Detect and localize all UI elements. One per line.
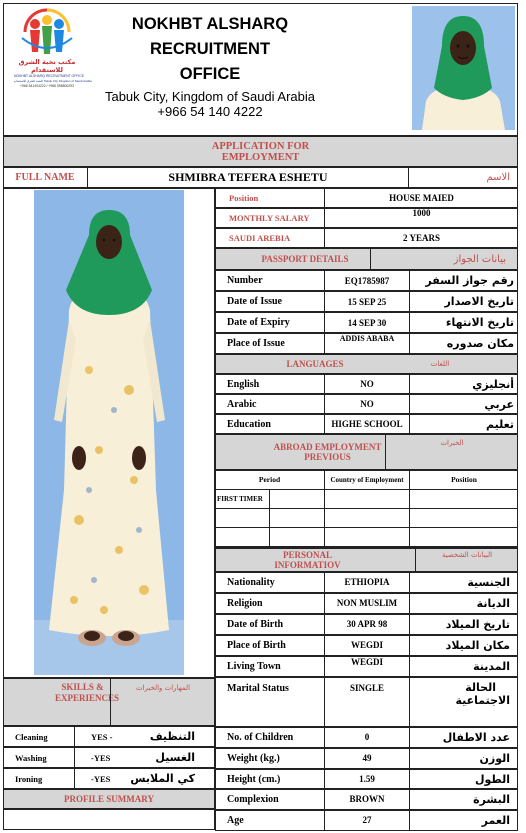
- personal-row-value: 1.59: [325, 769, 410, 789]
- salary-value: 1000: [412, 208, 431, 218]
- logo-english-name: NOKHBT ALSHARQ RECRUITMENT OFFICE: [14, 74, 84, 78]
- office-phone: +966 54 140 4222: [157, 104, 263, 119]
- personal-row-label-ar: الطول: [474, 772, 510, 786]
- marital-label-ar-line2: الاجتماعية: [455, 694, 510, 707]
- language-row-label: Arabic: [215, 394, 325, 414]
- personal-row-label: Complexion: [215, 789, 325, 810]
- contract-label: SAUDI AREBIA: [215, 228, 325, 248]
- language-row-label: English: [215, 374, 325, 394]
- passport-section-title: PASSPORT DETAILS: [261, 254, 349, 264]
- personal-row-value: NON MUSLIM: [325, 593, 410, 614]
- passport-row-label: Date of Expiry: [215, 312, 325, 333]
- passport-row-value: ADDIS ABABA: [325, 333, 410, 354]
- experience-row-cell: [270, 490, 325, 509]
- skill-row-label: Ironing: [3, 768, 75, 789]
- experience-row-period: [215, 509, 270, 528]
- personal-section-title: PERSONAL INFORMATIOV: [274, 550, 341, 570]
- personal-row-label-ar: البشرة: [473, 793, 510, 806]
- personal-row-label-ar-block: [410, 677, 518, 727]
- language-row-label-ar: تعليم: [486, 417, 514, 431]
- logo-arabic-name: مكتب نخبة الشرق للاستقدام: [18, 58, 76, 74]
- experience-row-position: [410, 528, 518, 547]
- passport-row-label-ar: تاريخ الانتهاء: [445, 316, 514, 329]
- salary-label: MONTHLY SALARY: [215, 208, 325, 228]
- languages-section-title-ar: اللغات: [430, 360, 450, 368]
- skill-row-value: YES -: [91, 731, 113, 742]
- personal-row-label-ar: الجنسية: [467, 576, 510, 589]
- personal-row-label: No. of Children: [215, 727, 325, 748]
- full-name-label-ar: الاسم: [408, 167, 518, 188]
- experience-section-title-ar: الخبرات: [385, 434, 518, 470]
- personal-row-label: Weight (kg.): [215, 748, 325, 769]
- portrait-photo-icon: [412, 6, 515, 130]
- position-label: Position: [215, 188, 325, 208]
- personal-row-label: Age: [215, 810, 325, 831]
- personal-row-label: Nationality: [215, 572, 325, 593]
- office-name-line2: RECRUITMENT: [149, 40, 271, 58]
- full-name-value: SHMIBRA TEFERA ESHETU: [168, 170, 328, 184]
- skill-row-label: Washing: [3, 747, 75, 768]
- passport-row-label: Place of Issue: [215, 333, 325, 354]
- personal-row-label: Living Town: [215, 656, 325, 677]
- skill-row-value: -YES: [91, 752, 111, 763]
- skills-title: SKILLS & EXPERIENCES: [55, 682, 120, 703]
- passport-section-title-ar: بيانات الجواز: [370, 248, 518, 270]
- personal-row-label: Place of Birth: [215, 635, 325, 656]
- personal-row-label-ar: المدينة: [473, 660, 510, 673]
- language-row-value: NO: [325, 374, 410, 394]
- personal-row-label: Religion: [215, 593, 325, 614]
- personal-row-label-ar: مكان الميلاد: [445, 639, 510, 652]
- full-name-label: FULL NAME: [3, 167, 88, 188]
- language-row-label-ar: أنجليزي: [472, 377, 514, 391]
- skill-row-label: Cleaning: [3, 726, 75, 747]
- office-name-line3: OFFICE: [179, 65, 241, 83]
- skill-row-label-ar: التنظيف: [149, 730, 195, 743]
- position-value: HOUSE MAIED: [389, 193, 454, 203]
- experience-row-period: [215, 528, 270, 547]
- personal-row-value: 0: [325, 727, 410, 748]
- skills-title-ar: المهارات والخبرات: [110, 678, 215, 726]
- language-row-label-ar: عربي: [484, 397, 514, 411]
- profile-summary-header: [3, 789, 215, 809]
- personal-row-value: BROWN: [325, 789, 410, 810]
- logo-phones: +966 541404222 / +966 555800293: [20, 84, 74, 88]
- full-body-photo-icon: [34, 190, 184, 675]
- languages-section-title: LANGUAGES: [286, 359, 344, 369]
- application-title-bar: [3, 136, 518, 167]
- skill-row-value: -YES: [91, 773, 111, 784]
- experience-row-position: [410, 490, 518, 509]
- personal-row-label: Date of Birth: [215, 614, 325, 635]
- header-photo: [412, 6, 515, 130]
- company-logo: [14, 8, 92, 90]
- personal-row-value: WEGDI: [325, 656, 410, 677]
- language-row-label: Education: [215, 414, 325, 434]
- logo-figures-icon: [14, 8, 80, 58]
- profile-summary-body: [3, 809, 215, 830]
- experience-row-country: [325, 528, 410, 547]
- personal-row-label-ar: الوزن: [479, 752, 510, 765]
- passport-row-label: Date of Issue: [215, 291, 325, 312]
- passport-row-value: EQ1785987: [325, 270, 410, 291]
- personal-row-label: Marital Status: [215, 677, 325, 727]
- passport-row-label: Number: [215, 270, 325, 291]
- personal-row-label-ar: تاريخ الميلاد: [445, 618, 510, 631]
- language-row-value: NO: [325, 394, 410, 414]
- logo-small-text: النخبة الشرق للاستقدام Tabuk City Kingdom of Saudi Arabia: [14, 79, 92, 83]
- full-body-photo: [34, 190, 184, 675]
- personal-row-value: WEGDI: [325, 635, 410, 656]
- personal-row-label-ar: الديانة: [476, 597, 510, 610]
- experience-row-country: [325, 490, 410, 509]
- marital-label-ar-line1: الحالة: [465, 681, 496, 694]
- experience-col-period: Period: [215, 470, 325, 490]
- experience-row-period: FIRST TIMER: [215, 490, 270, 509]
- passport-row-label-ar: رقم جواز السفر: [425, 274, 514, 287]
- contract-value: 2 YEARS: [403, 233, 440, 243]
- experience-col-position: Position: [410, 470, 518, 490]
- experience-row-cell: [270, 509, 325, 528]
- application-title: APPLICATION FOR EMPLOYMENT: [211, 140, 310, 163]
- experience-row-country: [325, 509, 410, 528]
- skill-row-label-ar: كي الملابس: [130, 772, 195, 785]
- passport-row-label-ar: مكان صدوره: [446, 337, 514, 350]
- office-city: Tabuk City, Kingdom of Saudi Arabia: [104, 89, 316, 104]
- passport-row-label-ar: تاريخ الاصدار: [444, 295, 514, 308]
- language-row-value: HIGHE SCHOOL: [325, 414, 410, 434]
- personal-row-value: 27: [325, 810, 410, 831]
- experience-col-country: Country of Employment: [325, 470, 410, 490]
- personal-row-value: SINGLE: [325, 677, 410, 727]
- passport-row-value: 14 SEP 30: [325, 312, 410, 333]
- experience-section-title: ABROAD EMPLOYMENT PREVIOUS: [273, 442, 382, 462]
- experience-row-position: [410, 509, 518, 528]
- personal-row-label-ar: العمر: [481, 814, 510, 827]
- personal-row-value: 30 APR 98: [325, 614, 410, 635]
- personal-section-title-ar: البيانات الشخصية: [415, 548, 518, 572]
- office-title: [110, 12, 310, 87]
- experience-row-cell: [270, 528, 325, 547]
- skill-row-label-ar: الغسيل: [155, 751, 195, 764]
- personal-row-value: ETHIOPIA: [325, 572, 410, 593]
- office-name-line1: NOKHBT ALSHARQ: [131, 15, 289, 33]
- profile-summary-title: PROFILE SUMMARY: [64, 794, 154, 804]
- passport-row-value: 15 SEP 25: [325, 291, 410, 312]
- personal-row-label: Height (cm.): [215, 769, 325, 789]
- personal-row-label-ar: عدد الاطفال: [442, 731, 510, 744]
- personal-row-value: 49: [325, 748, 410, 769]
